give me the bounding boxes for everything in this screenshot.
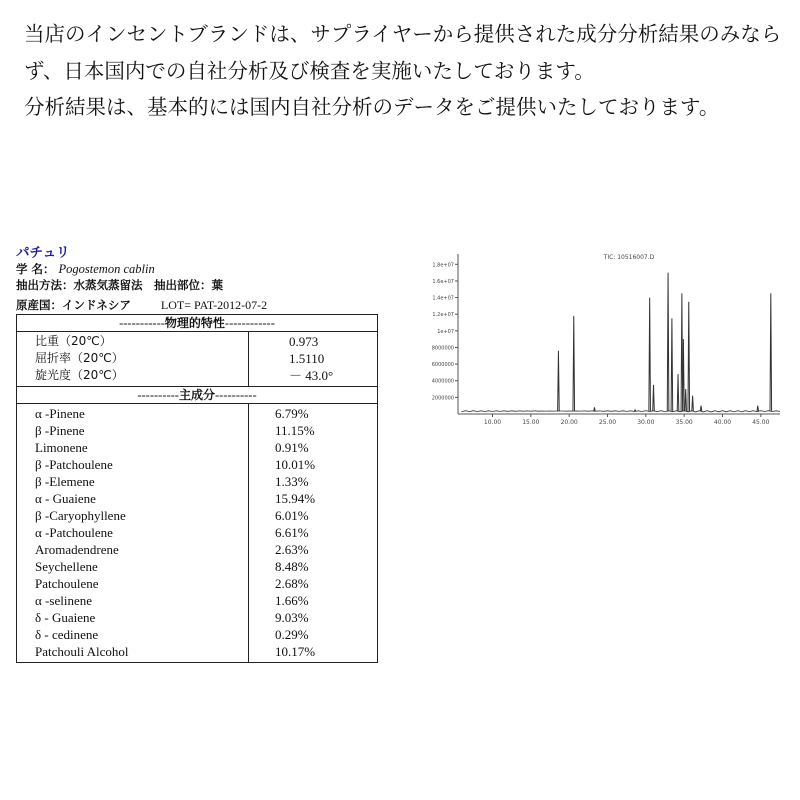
component-percent: 8.48% <box>275 559 309 574</box>
y-tick-label: 1e+07 <box>437 328 454 335</box>
y-tick-label: 8000000 <box>431 345 454 352</box>
x-tick-label: 10.00 <box>483 419 502 426</box>
chromatogram-peak <box>667 273 669 412</box>
component-name: β -Caryophyllene <box>35 508 126 523</box>
physical-value: － 43.0° <box>289 368 334 383</box>
x-tick-label: 30.00 <box>637 419 655 426</box>
intro-paragraph-1: 当店のインセントブランドは、サプライヤーから提供された成分分析結果のみならず、日本国内での自社分析及び検査を実施いたしております。 <box>24 22 782 83</box>
component-percent: 0.91% <box>275 440 309 455</box>
component-row <box>17 507 377 524</box>
component-percent: 1.33% <box>275 474 309 489</box>
component-row <box>17 473 377 490</box>
component-name: α -Pinene <box>35 406 85 421</box>
chromatogram-peak <box>573 316 575 412</box>
chromatogram-peak <box>649 298 651 412</box>
x-tick-label: 40.00 <box>713 419 732 426</box>
chromatogram-svg <box>408 248 784 433</box>
component-name: α -Patchoulene <box>35 525 113 540</box>
y-tick-label: 2000000 <box>431 395 454 402</box>
component-name: δ - cedinene <box>35 627 99 642</box>
physical-header-dash-left: ----------- <box>119 316 165 330</box>
lot-number: LOT= PAT-2012-07-2 <box>160 298 268 312</box>
components-header-title: 主成分 <box>178 388 215 402</box>
components-header-dash-left: ---------- <box>137 388 179 402</box>
chromatogram-peak <box>692 396 694 412</box>
component-row <box>17 558 377 575</box>
component-row <box>17 422 377 439</box>
component-percent: 10.01% <box>275 457 316 472</box>
component-name: Patchoulene <box>35 576 99 591</box>
component-percent: 10.17% <box>275 644 316 659</box>
physical-header <box>17 315 377 332</box>
component-name: Limonene <box>35 440 88 455</box>
chromatogram-peak <box>757 406 759 412</box>
x-tick-label: 25.00 <box>598 419 617 426</box>
chromatogram-peak <box>770 293 772 411</box>
intro-paragraph-2: 分析結果は、基本的には国内自社分析のデータをご提供いたしております。 <box>24 95 720 119</box>
component-name: α - Guaiene <box>35 491 96 506</box>
component-row <box>17 575 377 592</box>
physical-row <box>17 350 377 367</box>
y-tick-label: 1.8e+07 <box>432 262 454 269</box>
component-percent: 15.94% <box>275 491 316 506</box>
physical-label: 比重（20℃） <box>35 334 112 348</box>
physical-value: 1.5110 <box>289 351 325 366</box>
component-percent: 11.15% <box>275 423 315 438</box>
chromatogram-peak <box>683 339 685 411</box>
components-header-dash-right: ---------- <box>215 388 257 402</box>
component-percent: 6.79% <box>275 406 309 421</box>
physical-value: 0.973 <box>289 334 319 349</box>
chromatogram-peak <box>688 302 690 412</box>
component-row <box>17 490 377 507</box>
extraction-info: 抽出方法：水蒸気蒸留法 抽出部位：葉 <box>16 278 223 292</box>
components-table <box>17 404 377 662</box>
origin-row <box>16 296 380 314</box>
component-name: Aromadendrene <box>35 542 119 557</box>
oil-name: パチュリ <box>16 245 70 261</box>
component-row <box>17 592 377 609</box>
scientific-name: Pogostemon cablin <box>58 262 155 276</box>
component-row <box>17 456 377 473</box>
x-tick-label: 15.00 <box>522 419 540 426</box>
x-tick-label: 20.00 <box>560 419 578 426</box>
physical-label: 旋光度（20℃） <box>35 368 124 382</box>
physical-row <box>17 367 377 384</box>
component-name: β -Pinene <box>35 423 85 438</box>
component-percent: 1.66% <box>275 593 309 608</box>
scientific-name-row <box>16 261 380 277</box>
chromatogram-label: TIC: 10516007.D <box>603 254 655 261</box>
component-row <box>17 609 377 626</box>
spec-table <box>16 314 378 663</box>
component-percent: 6.61% <box>275 525 309 540</box>
chromatogram-peak <box>677 374 679 411</box>
y-tick-label: 6000000 <box>431 362 454 369</box>
component-row <box>17 626 377 643</box>
component-row <box>17 405 377 422</box>
component-name: α -selinene <box>35 593 92 608</box>
chromatogram-peak <box>671 318 673 411</box>
component-row <box>17 524 377 541</box>
scientific-name-label: 学 名： <box>16 262 55 276</box>
chromatogram-peak <box>653 385 655 412</box>
y-tick-label: 4000000 <box>431 378 454 385</box>
component-row <box>17 643 377 660</box>
component-name: β -Elemene <box>35 474 95 489</box>
physical-label: 屈折率（20℃） <box>35 351 124 365</box>
component-percent: 2.68% <box>275 576 309 591</box>
x-tick-label: 45.00 <box>752 419 770 426</box>
component-row <box>17 439 377 456</box>
components-header <box>17 387 377 404</box>
component-percent: 6.01% <box>275 508 309 523</box>
chromatogram-peak <box>700 406 702 412</box>
chromatogram-baseline <box>462 411 780 412</box>
component-row <box>17 541 377 558</box>
component-name: Patchouli Alcohol <box>35 644 129 659</box>
component-percent: 0.29% <box>275 627 309 642</box>
origin-country: 原産国：インドネシア <box>16 298 131 312</box>
spec-sheet <box>16 245 380 663</box>
component-percent: 2.63% <box>275 542 309 557</box>
x-tick-label: 35.00 <box>675 419 693 426</box>
y-tick-label: 1.2e+07 <box>432 312 454 319</box>
component-name: δ - Guaiene <box>35 610 96 625</box>
y-tick-label: 1.6e+07 <box>432 278 454 285</box>
chromatogram-peak <box>685 389 687 411</box>
component-percent: 9.03% <box>275 610 309 625</box>
physical-row <box>17 333 377 350</box>
physical-properties-table <box>17 332 377 387</box>
intro-text <box>24 16 784 126</box>
chromatogram-peak <box>558 351 560 412</box>
y-tick-label: 1.4e+07 <box>432 295 454 302</box>
physical-header-title: 物理的特性 <box>164 316 225 330</box>
physical-header-dash-right: ------------ <box>224 316 275 330</box>
chromatogram <box>408 248 784 437</box>
component-name: Seychellene <box>35 559 98 574</box>
component-name: β -Patchoulene <box>35 457 113 472</box>
